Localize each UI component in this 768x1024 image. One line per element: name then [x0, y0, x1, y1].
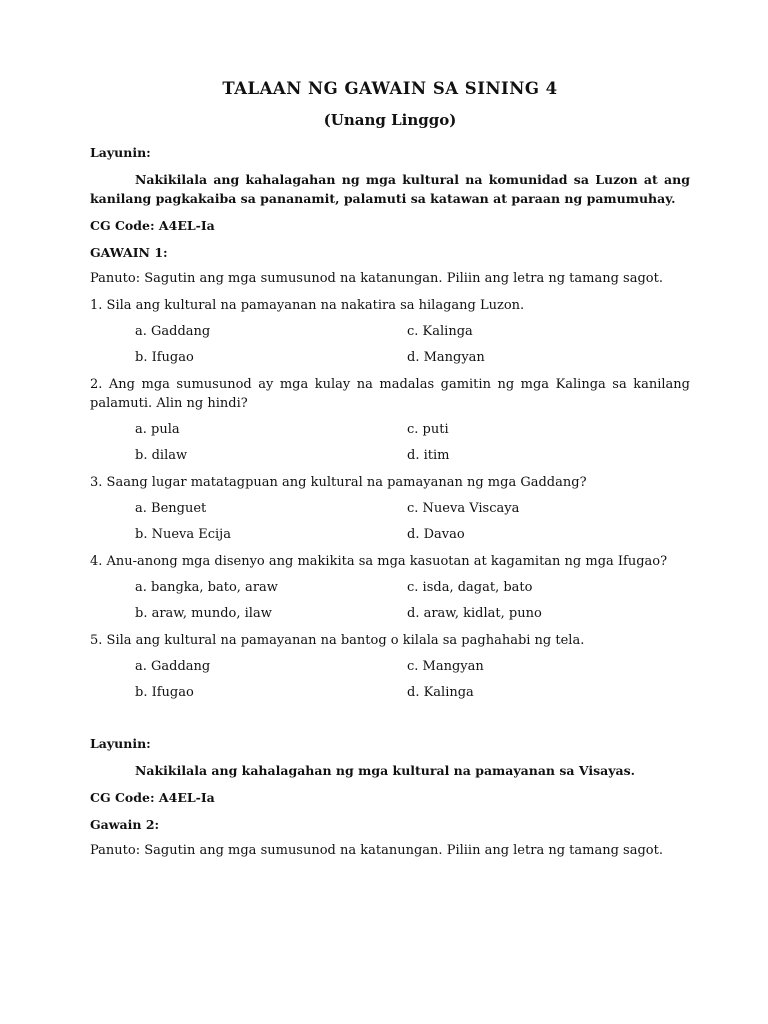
choices-5 [90, 658, 690, 702]
choice-5a: a. Gaddang [135, 659, 211, 674]
cg-code-1: CG Code: A4EL-Ia [90, 218, 215, 233]
objective-text-2: Nakikilala ang kahalagahan ng mga kultural na pamayanan sa Visayas. [135, 763, 635, 778]
choice-2d: d. itim [407, 448, 450, 463]
choice-4d: d. araw, kidlat, puno [407, 606, 542, 621]
choices-2 [90, 421, 690, 465]
objective-text-1: Nakikilala ang kahalagahan ng mga kultural na komunidad sa Luzon at ang kanilang pagkakaiba sa pananamit, palamuti sa katawan at paraan ng pamumuhay. [90, 172, 690, 206]
choice-2a: a. pula [135, 422, 180, 437]
choice-2b: b. dilaw [135, 448, 188, 463]
document-title: TALAAN NG GAWAIN SA SINING 4 [222, 79, 558, 98]
choice-5c: c. Mangyan [407, 659, 484, 674]
choice-1c: c. Kalinga [407, 324, 473, 339]
activity-label-2: Gawain 2: [90, 817, 160, 832]
question-4: 4. Anu-anong mga disenyo ang makikita sa mga kasuotan at kagamitan ng mga Ifugao? [90, 554, 668, 569]
choice-2c: c. puti [407, 422, 449, 437]
question-1: 1. Sila ang kultural na pamayanan na nakatira sa hilagang Luzon. [90, 298, 525, 313]
choices-4 [90, 579, 690, 623]
choice-1a: a. Gaddang [135, 324, 211, 339]
instructions-1: Panuto: Sagutin ang mga sumusunod na katanungan. Piliin ang letra ng tamang sagot. [90, 271, 663, 286]
choice-3b: b. Nueva Ecija [135, 527, 231, 542]
activity-label-1: GAWAIN 1: [90, 245, 168, 260]
choice-3c: c. Nueva Viscaya [407, 501, 520, 516]
choices-3 [90, 500, 690, 544]
choice-5b: b. Ifugao [135, 685, 194, 700]
objective-label-1: Layunin: [90, 145, 151, 160]
question-2: 2. Ang mga sumusunod ay mga kulay na madalas gamitin ng mga Kalinga sa kanilang palamuti. Alin ng hindi? [90, 377, 690, 411]
choice-4c: c. isda, dagat, bato [407, 580, 533, 595]
choice-3a: a. Benguet [135, 501, 207, 516]
choice-3d: d. Davao [407, 527, 465, 542]
question-3: 3. Saang lugar matatagpuan ang kultural na pamayanan ng mga Gaddang? [90, 475, 587, 490]
choice-4a: a. bangka, bato, araw [135, 580, 278, 595]
choice-1d: d. Mangyan [407, 350, 485, 365]
choices-1 [90, 323, 690, 367]
instructions-2: Panuto: Sagutin ang mga sumusunod na katanungan. Piliin ang letra ng tamang sagot. [90, 843, 663, 858]
choice-4b: b. araw, mundo, ilaw [135, 606, 272, 621]
document-subtitle: (Unang Linggo) [323, 111, 457, 129]
objective-label-2: Layunin: [90, 736, 151, 751]
question-5: 5. Sila ang kultural na pamayanan na bantog o kilala sa paghahabi ng tela. [90, 633, 585, 648]
choice-5d: d. Kalinga [407, 685, 474, 700]
question-list [90, 296, 690, 702]
cg-code-2: CG Code: A4EL-Ia [90, 790, 215, 805]
choice-1b: b. Ifugao [135, 350, 194, 365]
